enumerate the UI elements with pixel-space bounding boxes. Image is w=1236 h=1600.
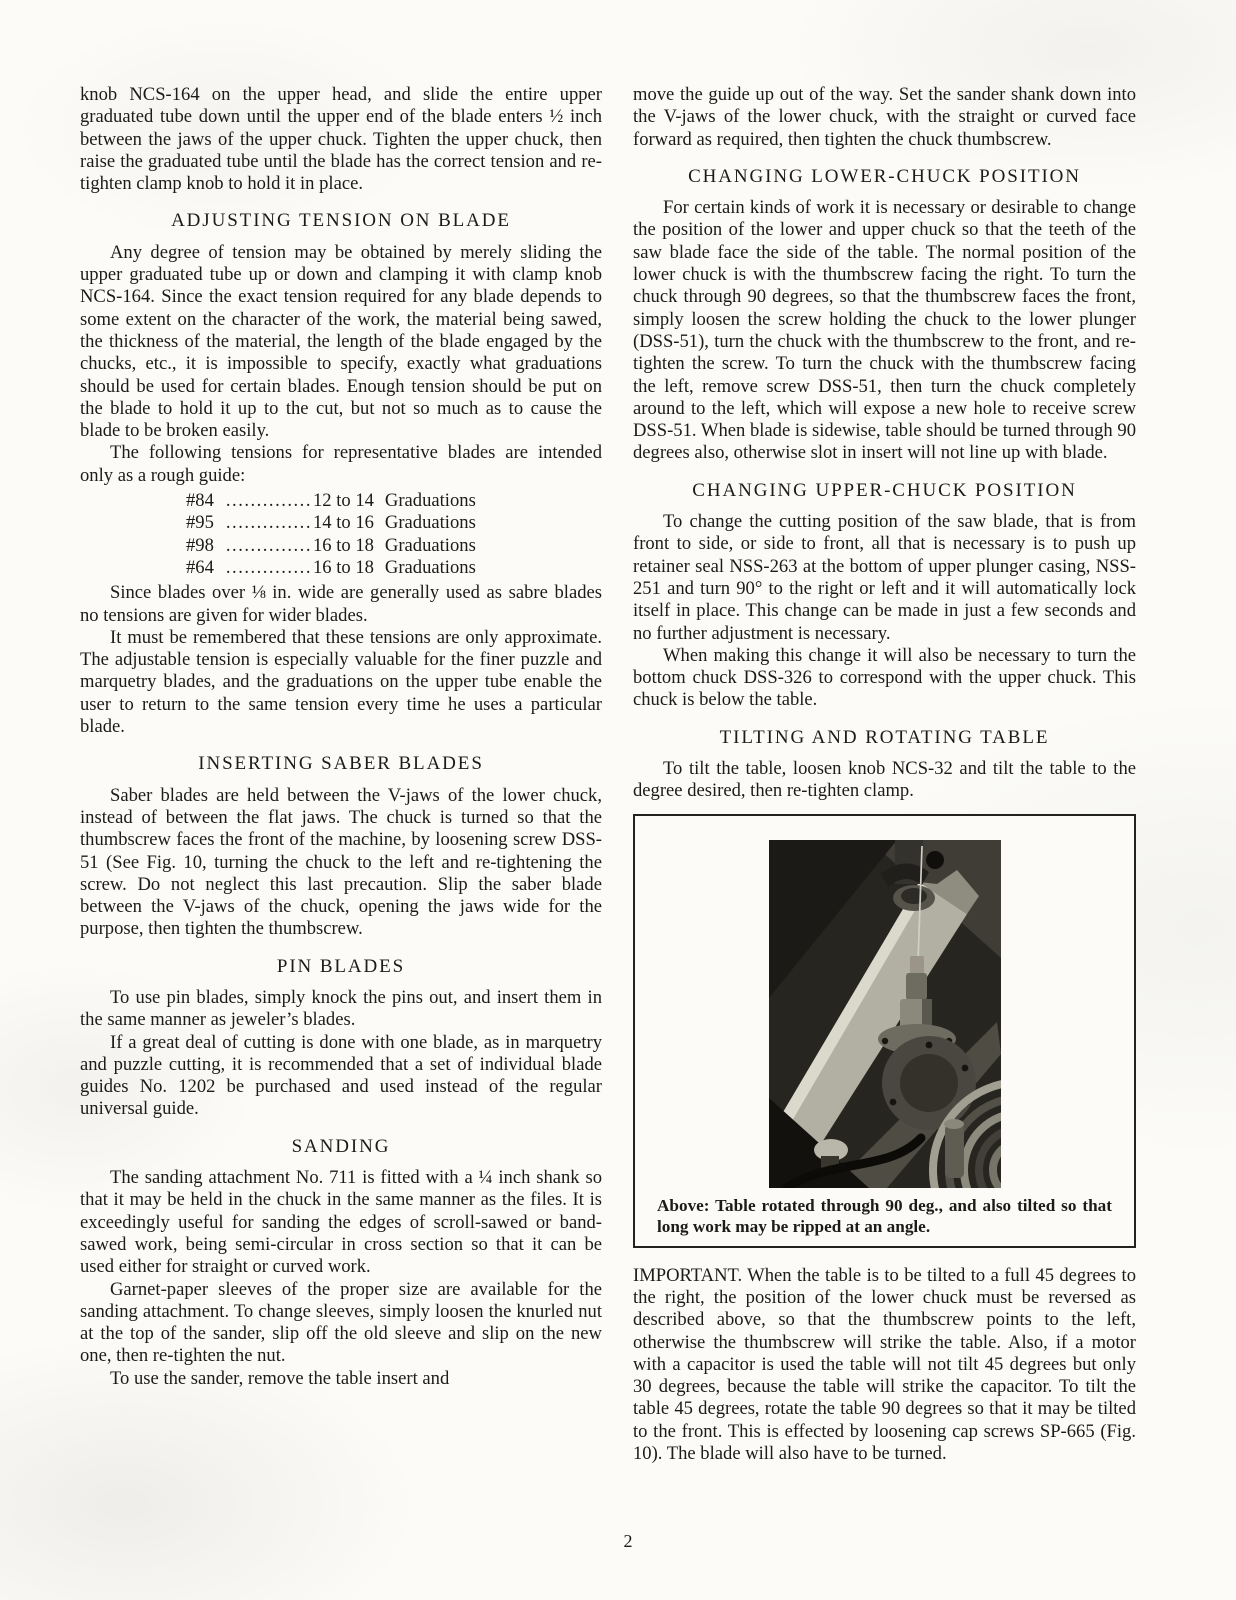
dot-leader: .............. [225, 512, 312, 534]
paragraph: If a great deal of cutting is done with one blade, as in marquetry and puzzle cutting, it is recommended that a set of individual blade guides No. 1202 be purchased and used instead of the regular universal guide. [80, 1031, 602, 1120]
paragraph: The sanding attachment No. 711 is fitted with a ¼ inch shank so that it may be held in the chuck in the same manner as the files. It is exceedingly useful for sanding the edges of scroll-sawed or band-sawed work, being semi-circular in cross section so that it can be used either for straight or curved work. [80, 1167, 602, 1278]
tension-unit: Graduations [384, 512, 476, 534]
paragraph: To use pin blades, simply knock the pins out, and insert them in the same manner as jeweler’s blades. [80, 986, 602, 1031]
paragraph: knob NCS-164 on the upper head, and slide the entire upper graduated tube down until the upper end of the blade enters ½ inch between the jaws of the upper chuck. Tighten the upper chuck, then raise the graduated tube until the blade has the correct tension and re-tighten clamp knob to hold it in place. [80, 84, 602, 195]
tension-guide-row [186, 490, 602, 512]
dot-leader: .............. [225, 490, 312, 512]
paragraph: It must be remembered that these tensions are only approximate. The adjustable tension is especially valuable for the finer puzzle and marquetry blades, and the graduations on the upper tube enable the user to return to the same tension every time he uses a particular blade. [80, 626, 602, 738]
tension-range: 12 to 14 [312, 490, 374, 512]
left-column [80, 84, 602, 1390]
paragraph: move the guide up out of the way. Set the sander shank down into the V-jaws of the lower chuck, with the straight or curved face forward as required, then tighten the chuck thumbscrew. [633, 84, 1136, 150]
blade-number: #64 [186, 556, 214, 578]
tension-guide-row [186, 535, 602, 557]
blade-number: #95 [186, 512, 214, 534]
blade-number: #84 [186, 490, 214, 512]
blade-number: #98 [186, 534, 214, 556]
paragraph-important: IMPORTANT. When the table is to be tilted to a full 45 degrees to the right, the position of the lower chuck must be reversed as described above, so that the thumbscrew points to the left, otherwise the thumbscrew will strike the table. Also, if a motor with a capacitor is used the table will not tilt 45 degrees but only 30 degrees, because the table will strike the capacitor. To tilt the table 45 degrees, rotate the table 90 degrees so that it may be tilted to the front. This is effected by loosening cap screws SP-665 (Fig. 10). The blade will also have to be turned. [633, 1264, 1136, 1464]
dot-leader: .............. [225, 534, 312, 556]
tension-unit: Graduations [384, 556, 476, 578]
section-heading-sanding: SANDING [291, 1135, 391, 1157]
paragraph: For certain kinds of work it is necessary or desirable to change the position of the lower and upper chuck so that the teeth of the saw blade face the side of the table. The normal position of the lower chuck is with the thumbscrew facing the right. To turn the chuck through 90 degrees, so that the thumbscrew faces the front, simply loosen the screw holding the chuck to the lower plunger (DSS-51), turn the chuck with the thumbscrew to the front, and re-tighten the screw. To turn the chuck with the thumbscrew facing the left, remove screw DSS-51, then turn the chuck completely around to the left, which will expose a new hole to receive screw DSS-51. When blade is sidewise, table should be turned through 90 degrees also, otherwise slot in insert will not line up with blade. [633, 197, 1136, 464]
tension-guide-list [186, 490, 602, 579]
paragraph: The following tensions for representative blades are intended only as a rough guide: [80, 442, 602, 486]
section-heading-adjusting-tension: ADJUSTING TENSION ON BLADE [171, 210, 511, 232]
section-heading-inserting-saber-blades: INSERTING SABER BLADES [198, 753, 484, 775]
figure-photo-scroll-saw-table-tilted [769, 840, 1001, 1188]
tension-range: 16 to 18 [312, 534, 374, 556]
paragraph: Any degree of tension may be obtained by merely sliding the upper graduated tube up or down and clamping it with clamp knob NCS-164. Since the exact tension required for any blade depends to some extent on the character of the work, the material being sawed, the thickness of the material, the length of the blade engaged by the chucks, etc., it is impossible to specify, exactly what graduations should be used for certain blades. Enough tension should be put on the blade to hold it up to the cut, but not so much as to cause the blade to be broken easily. [80, 241, 602, 442]
page-number: 2 [623, 1531, 633, 1551]
section-heading-tilting-rotating-table: TILTING AND ROTATING TABLE [719, 726, 1050, 748]
tension-guide-row [186, 512, 602, 534]
paragraph: When making this change it will also be necessary to turn the bottom chuck DSS-326 to correspond with the upper chuck. This chuck is below the table. [633, 644, 1136, 711]
paragraph: Saber blades are held between the V-jaws of the lower chuck, instead of between the flat jaws. The chuck is turned so that the thumbscrew faces the front of the machine, by loosening screw DSS-51 (See Fig. 10, turning the chuck to the left and re-tightening the screw. Do not neglect this last precaution. Slip the saber blade between the V-jaws of the chuck, opening the jaws wide for the purpose, then tighten the thumbscrew. [80, 784, 602, 940]
section-heading-changing-lower-chuck: CHANGING LOWER-CHUCK POSITION [688, 165, 1081, 187]
tension-guide-row [186, 557, 602, 579]
figure-box [633, 814, 1136, 1248]
dot-leader: .............. [225, 556, 312, 578]
paragraph: To use the sander, remove the table insert and [110, 1367, 450, 1389]
right-column [633, 84, 1136, 1465]
figure-caption: Above: Table rotated through 90 deg., and also tilted so that long work may be ripped at an angle. [657, 1195, 1112, 1236]
tension-unit: Graduations [384, 534, 476, 556]
tension-range: 14 to 16 [312, 512, 374, 534]
section-heading-pin-blades: PIN BLADES [276, 955, 406, 977]
paragraph: To change the cutting position of the saw blade, that is from front to side, or side to front, all that is necessary is to push up retainer seal NSS-263 at the bottom of upper plunger casing, NSS-251 and turn 90° to the right or left and it will automatically lock itself in place. This change can be made in just a few seconds and no further adjustment is necessary. [633, 511, 1136, 644]
section-heading-changing-upper-chuck: CHANGING UPPER-CHUCK POSITION [692, 479, 1077, 501]
paragraph: Since blades over ⅛ in. wide are generally used as sabre blades no tensions are given for wider blades. [80, 582, 602, 626]
tension-unit: Graduations [384, 490, 476, 512]
tension-range: 16 to 18 [312, 556, 374, 578]
paragraph: Garnet-paper sleeves of the proper size are available for the sanding attachment. To change sleeves, simply loosen the knurled nut at the top of the sander, slip off the old sleeve and slip on the new one, then re-tighten the nut. [80, 1278, 602, 1367]
paragraph: To tilt the table, loosen knob NCS-32 and tilt the table to the degree desired, then re-tighten clamp. [633, 758, 1136, 802]
